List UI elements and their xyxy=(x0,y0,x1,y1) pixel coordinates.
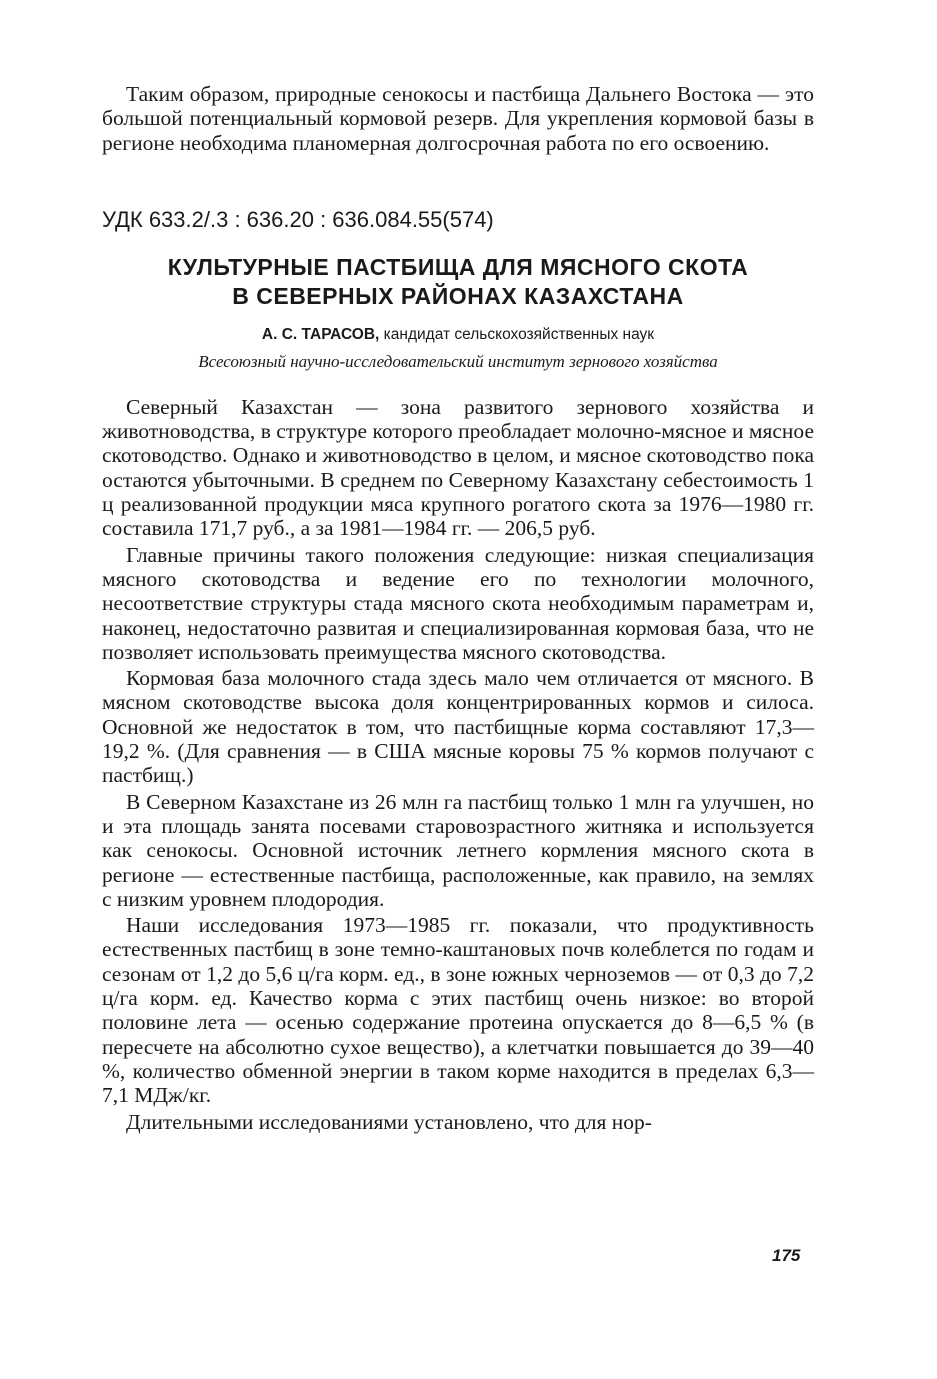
article-title xyxy=(102,253,814,311)
article-title-line-2: В СЕВЕРНЫХ РАЙОНАХ КАЗАХСТАНА xyxy=(232,282,684,309)
udc-code: УДК 633.2/.3 : 636.20 : 636.084.55(574) xyxy=(102,206,494,232)
author-name: А. С. ТАРАСОВ, xyxy=(261,325,380,343)
body-paragraph: Длительными исследованиями установлено, что для нор- xyxy=(126,1109,652,1134)
article-body xyxy=(102,395,814,1134)
body-paragraph: Главные причины такого положения следующие: низкая специализация мясного скотоводства и ведение его по технологии молочного, несоответствие структуры стада мясного скота необходимым параметрам и, наконец, недостаточно развитая и специализированная кормовая база, что не позволяет использовать преимущества мясного скотоводства. xyxy=(102,542,814,664)
author-line xyxy=(102,325,814,345)
page-content xyxy=(102,82,814,1134)
body-paragraph: Наши исследования 1973—1985 гг. показали, что продуктивность естественных пастбищ в зоне темно-каштановых почв колеблется по годам и сезонам от 1,2 до 5,6 ц/га корм. ед., в зоне южных черноземов — от 0,3 до 7,2 ц/га корм. ед. Качество корма с этих пастбищ очень низкое: во второй половине лета — осенью содержание протеина опускается до 8—6,5 % (в пересчете на абсолютно сухое вещество), а клетчатки повышается до 39—40 %, количество обменной энергии в таком корме находится в пределах 6,3—7,1 МДж/кг. xyxy=(102,913,814,1108)
body-paragraph: Северный Казахстан — зона развитого зернового хозяйства и животноводства, в структуре которого преобладает молочно-мясное и мясное скотоводство. Однако и животноводство в целом, и мясное скотоводство пока остаются убыточными. В среднем по Северному Казахстану себестоимость 1 ц реализованной продукции мяса крупного рогатого скота за 1976—1980 гг. составила 171,7 руб., а за 1981—1984 гг. — 206,5 руб. xyxy=(102,394,814,541)
body-paragraph: В Северном Казахстане из 26 млн га пастбищ только 1 млн га улучшен, но и эта площадь занята посевами старовозрастного житняка и используется как сенокосы. Основной источник летнего кормления мясного скота в регионе — естественные пастбища, расположенные, как правило, на землях с низким уровнем плодородия. xyxy=(102,789,814,911)
body-paragraph: Кормовая база молочного стада здесь мало чем отличается от мясного. В мясном скотоводстве высока доля концентрированных кормов и силоса. Основной же недостаток в том, что пастбищные корма составляют 17,3—19,2 %. (Для сравнения — в США мясные коровы 75 % кормов получают с пастбищ.) xyxy=(102,666,814,788)
intro-paragraph: Таким образом, природные сенокосы и пастбища Дальнего Востока — это большой потенциальный кормовой резерв. Для укрепления кормовой базы в регионе необходима планомерная долгосрочная работа по его освоению. xyxy=(102,82,814,155)
page-number: 175 xyxy=(772,1246,801,1265)
institution: Всесоюзный научно-исследовательский институт зернового хозяйства xyxy=(198,351,718,371)
author-degree: кандидат сельскохозяйственных наук xyxy=(383,325,655,343)
article-title-line-1: КУЛЬТУРНЫЕ ПАСТБИЩА ДЛЯ МЯСНОГО СКОТА xyxy=(167,253,749,280)
